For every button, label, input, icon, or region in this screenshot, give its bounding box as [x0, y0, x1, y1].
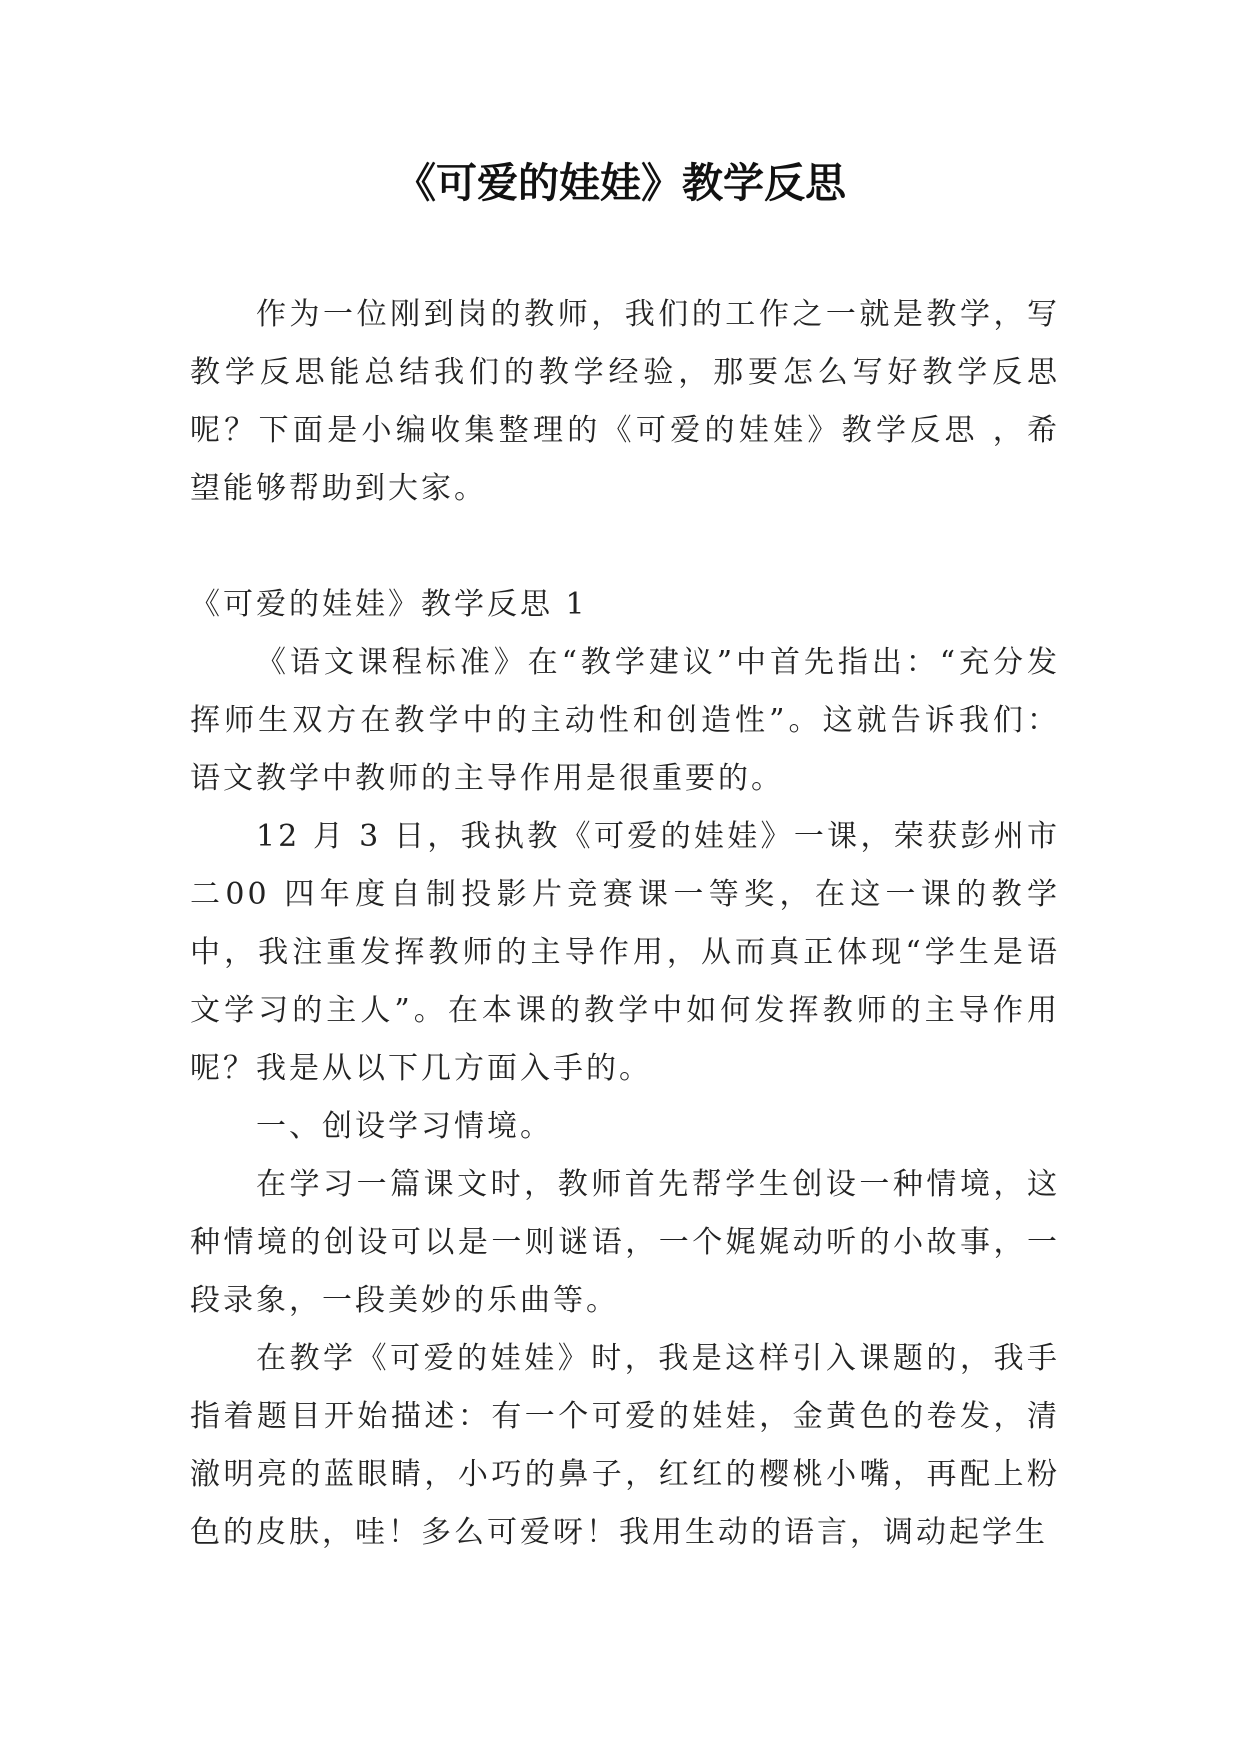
body-paragraph: 12 月 3 日，我执教《可爱的娃娃》一课，荣获彭州市二00 四年度自制投影片竞赛课一等奖，在这一课的教学中，我注重发挥教师的主导作用，从而真正体现“学生是语文学习的主人”。在本课的教学中如何发挥教师的主导作用呢？我是从以下几方面入手的。	[190, 819, 1060, 1086]
body-paragraph: 在教学《可爱的娃娃》时，我是这样引入课题的，我手指着题目开始描述：有一个可爱的娃娃，金黄色的卷发，清澈明亮的蓝眼睛，小巧的鼻子，红红的樱桃小嘴，再配上粉色的皮肤，哇！多么可爱呀！我用生动的语言，调动起学生	[190, 1341, 1060, 1550]
body-paragraph: 《语文课程标准》在“教学建议”中首先指出：“充分发挥师生双方在教学中的主动性和创造性”。这就告诉我们：语文教学中教师的主导作用是很重要的。	[190, 645, 1060, 796]
section-heading: 《可爱的娃娃》教学反思 1	[190, 587, 588, 622]
body-paragraph: 一、创设学习情境。	[256, 1109, 553, 1144]
spacer	[190, 518, 1060, 576]
intro-paragraph: 作为一位刚到岗的教师，我们的工作之一就是教学，写教学反思能总结我们的教学经验，那要怎么写好教学反思呢？下面是小编收集整理的《可爱的娃娃》教学反思 ，希望能够帮助到大家。	[190, 297, 1060, 506]
body-paragraph: 在学习一篇课文时，教师首先帮学生创设一种情境，这种情境的创设可以是一则谜语，一个娓娓动听的小故事，一段录象，一段美妙的乐曲等。	[190, 1167, 1060, 1318]
document-title: 《可爱的娃娃》教学反思	[395, 159, 846, 207]
document-body	[190, 286, 1060, 1562]
